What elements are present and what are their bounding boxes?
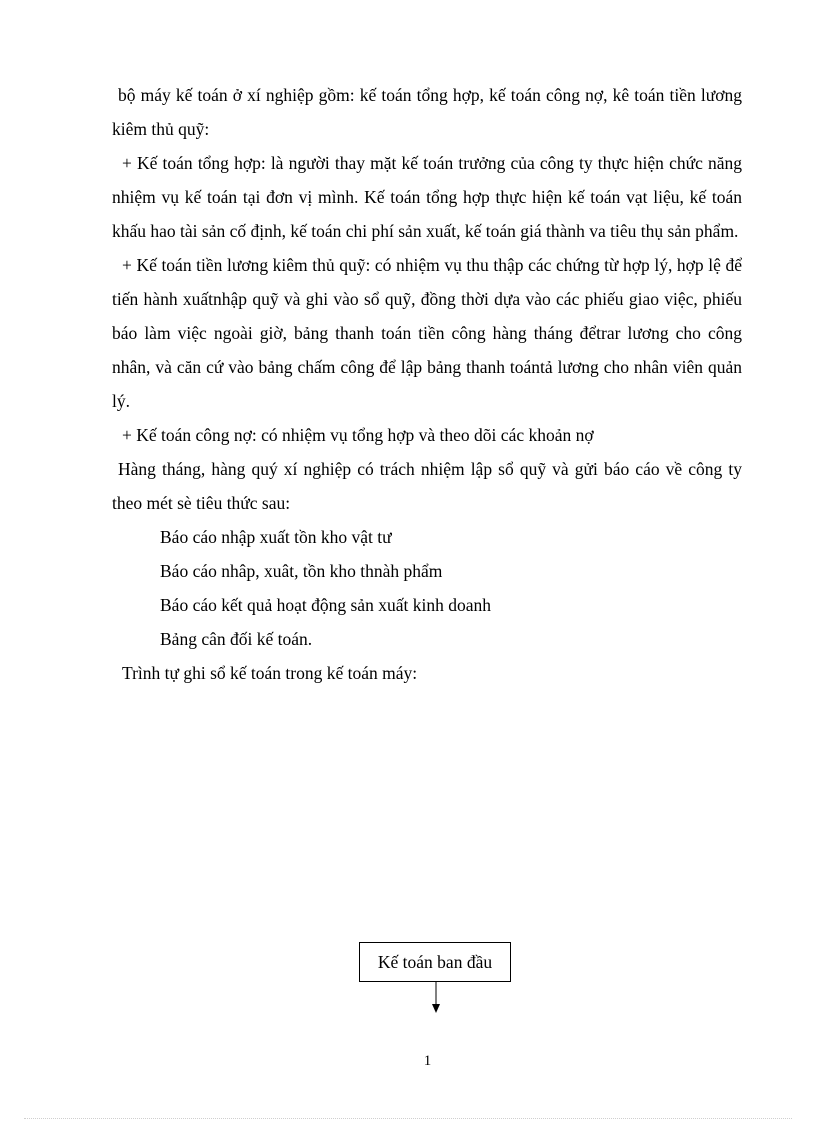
paragraph-debt-accountant: + Kế toán công nợ: có nhiệm vụ tổng hợp và theo dõi các khoản nợ (122, 425, 594, 445)
list-item-report: Báo cáo nhâp, xuât, tồn kho thnàh phẩm (160, 561, 443, 581)
list-item-report: Bảng cân đối kế toán. (160, 629, 313, 649)
down-arrow-icon (430, 982, 442, 1014)
paragraph-reporting: Hàng tháng, hàng quý xí nghiệp có trách nhiệm lập sổ quỹ và gửi báo cáo về công ty theo mét sè tiêu thức sau: (112, 459, 742, 513)
page-number: 1 (423, 1053, 432, 1069)
list-item-report: Báo cáo nhập xuất tồn kho vật tư (160, 527, 392, 547)
paragraph-closing: Trình tự ghi sổ kế toán trong kế toán máy: (122, 663, 418, 683)
list-item-report: Báo cáo kết quả hoạt động sản xuất kinh doanh (160, 595, 491, 615)
paragraph-payroll-cashier: + Kế toán tiền lương kiêm thủ quỹ: có nhiệm vụ thu thập các chứng từ hợp lý, hợp lệ để tiến hành xuấtnhập quỹ và ghi vào sổ quỹ, đồng thời dựa vào các phiếu giao việc, phiếu báo làm việc ngoài giờ, bảng thanh toán tiền công hàng tháng đểtrar lương cho công nhân, và căn cứ vào bảng chấm công để lập bảng thanh toántả lương cho nhân viên quản lý. (112, 255, 742, 411)
body-text (112, 78, 742, 690)
paragraph-general-accountant: + Kế toán tổng hợp: là người thay mặt kế toán trưởng của công ty thực hiện chức năng nhiệm vụ kế toán tại đơn vị mình. Kế toán tổng hợp thực hiện kế toán vạt liệu, kế toán khấu hao tài sản cố định, kế toán chi phí sản xuất, kế toán giá thành va tiêu thụ sản phẩm. (112, 153, 742, 241)
page-bottom-divider (24, 1118, 792, 1119)
paragraph-intro: bộ máy kế toán ở xí nghiệp gồm: kế toán tổng hợp, kế toán công nợ, kê toán tiền lương kiêm thủ quỹ: (112, 85, 742, 139)
flowchart-box-initial-accounting: Kế toán ban đầu (359, 942, 511, 982)
